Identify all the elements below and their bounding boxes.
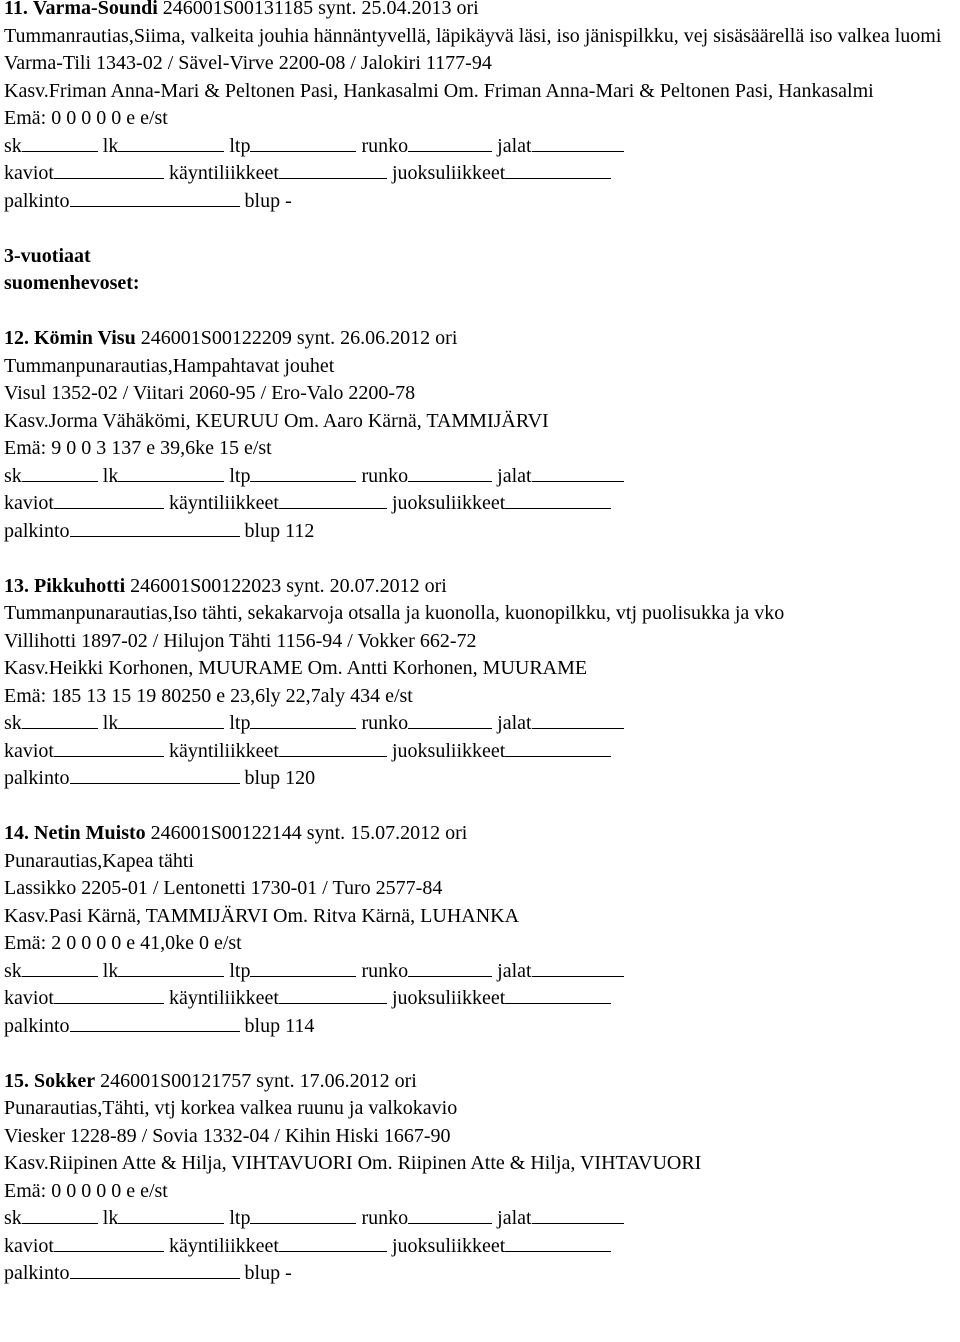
lk-field[interactable]	[118, 133, 224, 152]
lk-label: lk	[102, 134, 119, 157]
kaviot-label: kaviot	[4, 492, 54, 514]
entry-header	[4, 325, 956, 353]
runko-field[interactable]	[408, 463, 492, 482]
sk-label: sk	[4, 1207, 22, 1229]
score-row-1	[4, 1205, 956, 1233]
jalat-field[interactable]	[532, 710, 624, 729]
entry-header	[4, 820, 956, 848]
entry-header	[4, 1068, 956, 1096]
horse-name: Netin Muisto	[34, 822, 146, 844]
juoksuliikkeet-field[interactable]	[505, 985, 611, 1004]
juoksuliikkeet-field[interactable]	[505, 738, 611, 757]
kayntiliikkeet-field[interactable]	[279, 160, 387, 179]
lk-label: lk	[102, 712, 119, 734]
owners: Kasv.Friman Anna-Mari & Peltonen Pasi, Hankasalmi Om. Friman Anna-Mari & Peltonen Pasi, Hankasalmi	[4, 79, 874, 102]
dam-record: Emä: 2 0 0 0 0 e 41,0ke 0 e/st	[4, 932, 242, 954]
juoksuliikkeet-field[interactable]	[505, 160, 611, 179]
sk-field[interactable]	[22, 710, 98, 729]
palkinto-field[interactable]	[70, 765, 240, 784]
score-row-3	[4, 518, 956, 546]
runko-label: runko	[361, 959, 409, 982]
document	[4, 0, 956, 1288]
kaviot-field[interactable]	[54, 985, 164, 1004]
spacer	[4, 298, 956, 326]
runko-field[interactable]	[408, 133, 492, 152]
juoksuliikkeet-label: juoksuliikkeet	[391, 987, 506, 1009]
horse-name: Varma-Soundi	[32, 0, 158, 19]
jalat-label: jalat	[497, 712, 532, 734]
horse-name: Sokker	[34, 1069, 96, 1092]
palkinto-field[interactable]	[70, 1260, 240, 1279]
owners: Kasv.Heikki Korhonen, MUURAME Om. Antti Korhonen, MUURAME	[4, 657, 588, 679]
ltp-field[interactable]	[250, 463, 356, 482]
kaviot-label: kaviot	[4, 1234, 54, 1257]
sk-field[interactable]	[22, 1205, 98, 1224]
ltp-field[interactable]	[250, 958, 356, 977]
lk-field[interactable]	[118, 958, 224, 977]
sk-label: sk	[4, 134, 22, 157]
palkinto-label: palkinto	[4, 519, 70, 542]
ltp-label: ltp	[229, 464, 251, 487]
section-heading-line-1: 3-vuotiaat	[4, 244, 91, 267]
spacer	[4, 215, 956, 243]
score-row-3	[4, 188, 956, 216]
ltp-label: ltp	[229, 712, 251, 734]
horse-name: Kömin Visu	[34, 327, 136, 349]
entry-number: 11.	[4, 0, 28, 19]
spacer	[4, 793, 956, 821]
palkinto-label: palkinto	[4, 767, 70, 789]
kayntiliikkeet-label: käyntiliikkeet	[169, 739, 279, 762]
score-row-1	[4, 463, 956, 491]
ltp-field[interactable]	[250, 133, 356, 152]
kaviot-field[interactable]	[54, 1233, 164, 1252]
description: Tummanrautias,Siima, valkeita jouhia hännäntyvellä, läpikäyvä läsi, iso jänispilkku, vej sisäsäärellä iso valkea luomi	[4, 24, 942, 47]
jalat-field[interactable]	[532, 958, 624, 977]
blup-value: blup 120	[244, 767, 316, 789]
registration: 246001S00121757 synt. 17.06.2012 ori	[100, 1069, 417, 1092]
registration: 246001S00122209 synt. 26.06.2012 ori	[140, 327, 458, 349]
kaviot-field[interactable]	[54, 490, 164, 509]
score-row-3	[4, 1013, 956, 1041]
kayntiliikkeet-field[interactable]	[279, 985, 387, 1004]
jalat-label: jalat	[497, 134, 532, 157]
palkinto-field[interactable]	[70, 518, 240, 537]
juoksuliikkeet-label: juoksuliikkeet	[391, 739, 506, 762]
section-heading-line-2: suomenhevoset:	[4, 272, 140, 294]
sk-label: sk	[4, 712, 22, 734]
lk-label: lk	[102, 1207, 119, 1229]
runko-field[interactable]	[408, 710, 492, 729]
kaviot-label: kaviot	[4, 987, 54, 1009]
entry-header	[4, 0, 956, 23]
score-row-3	[4, 765, 956, 793]
section-heading	[4, 243, 956, 298]
pedigree: Lassikko 2205-01 / Lentonetti 1730-01 / Turo 2577-84	[4, 877, 443, 899]
score-row-1	[4, 133, 956, 161]
runko-field[interactable]	[408, 1205, 492, 1224]
kaviot-field[interactable]	[54, 738, 164, 757]
blup-value: blup 112	[244, 519, 315, 542]
juoksuliikkeet-field[interactable]	[505, 490, 611, 509]
jalat-label: jalat	[497, 464, 532, 487]
kayntiliikkeet-field[interactable]	[279, 1233, 387, 1252]
description: Punarautias,Tähti, vtj korkea valkea ruunu ja valkokavio	[4, 1097, 458, 1119]
registration: 246001S00122144 synt. 15.07.2012 ori	[150, 822, 468, 844]
sk-field[interactable]	[22, 463, 98, 482]
jalat-field[interactable]	[532, 463, 624, 482]
kaviot-label: kaviot	[4, 162, 54, 184]
lk-field[interactable]	[118, 710, 224, 729]
horse-entry-12	[4, 325, 956, 545]
runko-label: runko	[361, 134, 409, 157]
owners: Kasv.Jorma Vähäkömi, KEURUU Om. Aaro Kärnä, TAMMIJÄRVI	[4, 409, 549, 432]
juoksuliikkeet-label: juoksuliikkeet	[391, 492, 506, 514]
score-row-3	[4, 1260, 956, 1288]
horse-entry-15	[4, 1068, 956, 1288]
blup-value: blup -	[244, 1262, 292, 1284]
ltp-field[interactable]	[250, 710, 356, 729]
palkinto-field[interactable]	[70, 188, 240, 207]
kayntiliikkeet-label: käyntiliikkeet	[169, 987, 279, 1009]
runko-label: runko	[361, 1207, 409, 1229]
entry-number: 14.	[4, 822, 29, 844]
registration: 246001S00131185 synt. 25.04.2013 ori	[162, 0, 479, 19]
score-row-2	[4, 160, 956, 188]
pedigree: Visul 1352-02 / Viitari 2060-95 / Ero-Valo 2200-78	[4, 382, 416, 404]
juoksuliikkeet-label: juoksuliikkeet	[391, 162, 506, 184]
ltp-label: ltp	[229, 959, 251, 982]
palkinto-label: palkinto	[4, 1262, 70, 1284]
score-row-2	[4, 490, 956, 518]
juoksuliikkeet-field[interactable]	[505, 1233, 611, 1252]
score-row-2	[4, 985, 956, 1013]
palkinto-label: palkinto	[4, 1014, 70, 1037]
dam-record: Emä: 0 0 0 0 0 e e/st	[4, 107, 168, 129]
ltp-label: ltp	[229, 134, 251, 157]
kayntiliikkeet-label: käyntiliikkeet	[169, 492, 279, 514]
entry-number: 13.	[4, 574, 29, 597]
runko-label: runko	[361, 464, 409, 487]
horse-entry-11	[4, 0, 956, 215]
owners: Kasv.Pasi Kärnä, TAMMIJÄRVI Om. Ritva Kärnä, LUHANKA	[4, 904, 520, 927]
runko-field[interactable]	[408, 958, 492, 977]
spacer	[4, 1040, 956, 1068]
ltp-label: ltp	[229, 1207, 251, 1229]
jalat-label: jalat	[497, 1207, 532, 1229]
score-row-2	[4, 738, 956, 766]
entry-header	[4, 573, 956, 601]
palkinto-label: palkinto	[4, 189, 70, 212]
description: Tummanpunarautias,Hampahtavat jouhet	[4, 354, 335, 377]
pedigree: Villihotti 1897-02 / Hilujon Tähti 1156-94 / Vokker 662-72	[4, 629, 477, 652]
palkinto-field[interactable]	[70, 1013, 240, 1032]
lk-label: lk	[102, 959, 119, 982]
jalat-field[interactable]	[532, 133, 624, 152]
jalat-label: jalat	[497, 959, 532, 982]
horse-entry-14	[4, 820, 956, 1040]
horse-entry-13	[4, 573, 956, 793]
lk-field[interactable]	[118, 1205, 224, 1224]
owners: Kasv.Riipinen Atte & Hilja, VIHTAVUORI Om. Riipinen Atte & Hilja, VIHTAVUORI	[4, 1152, 702, 1174]
dam-record: Emä: 185 13 15 19 80250 e 23,6ly 22,7aly 434 e/st	[4, 684, 413, 707]
dam-record: Emä: 9 0 0 3 137 e 39,6ke 15 e/st	[4, 437, 272, 459]
blup-value: blup -	[244, 189, 292, 212]
pedigree: Viesker 1228-89 / Sovia 1332-04 / Kihin Hiski 1667-90	[4, 1124, 451, 1147]
runko-label: runko	[361, 712, 409, 734]
kaviot-field[interactable]	[54, 160, 164, 179]
jalat-field[interactable]	[532, 1205, 624, 1224]
kayntiliikkeet-field[interactable]	[279, 738, 387, 757]
description: Tummanpunarautias,Iso tähti, sekakarvoja otsalla ja kuonolla, kuonopilkku, vtj puolisukka ja vko	[4, 602, 785, 624]
lk-field[interactable]	[118, 463, 224, 482]
registration: 246001S00122023 synt. 20.07.2012 ori	[130, 574, 447, 597]
pedigree: Varma-Tili 1343-02 / Sävel-Virve 2200-08 / Jalokiri 1177-94	[4, 52, 492, 74]
score-row-1	[4, 710, 956, 738]
kayntiliikkeet-field[interactable]	[279, 490, 387, 509]
score-row-2	[4, 1233, 956, 1261]
dam-record: Emä: 0 0 0 0 0 e e/st	[4, 1179, 168, 1202]
score-row-1	[4, 958, 956, 986]
description: Punarautias,Kapea tähti	[4, 849, 194, 872]
spacer	[4, 545, 956, 573]
horse-name: Pikkuhotti	[34, 574, 126, 597]
juoksuliikkeet-label: juoksuliikkeet	[391, 1234, 506, 1257]
kayntiliikkeet-label: käyntiliikkeet	[169, 162, 279, 184]
lk-label: lk	[102, 464, 119, 487]
entry-number: 15.	[4, 1069, 29, 1092]
kayntiliikkeet-label: käyntiliikkeet	[169, 1234, 279, 1257]
kaviot-label: kaviot	[4, 739, 54, 762]
entry-number: 12.	[4, 327, 29, 349]
sk-label: sk	[4, 959, 22, 982]
sk-field[interactable]	[22, 133, 98, 152]
sk-label: sk	[4, 464, 22, 487]
blup-value: blup 114	[244, 1014, 315, 1037]
sk-field[interactable]	[22, 958, 98, 977]
ltp-field[interactable]	[250, 1205, 356, 1224]
